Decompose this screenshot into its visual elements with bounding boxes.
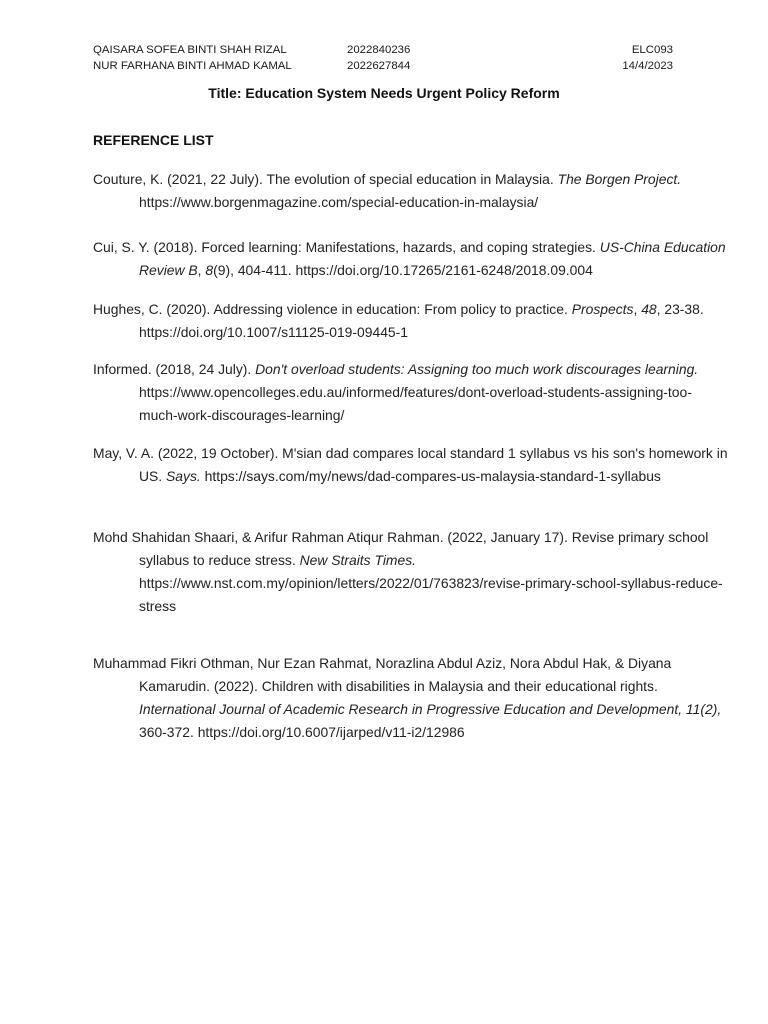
ref-volume: 8 (205, 262, 214, 278)
reference-entry (93, 442, 732, 488)
ref-source-title: Prospects (571, 301, 634, 317)
reference-list-heading: REFERENCE LIST (93, 132, 214, 148)
document-date: 14/4/2023 (622, 60, 673, 72)
reference-entry (93, 298, 729, 344)
page-title: Title: Education System Needs Urgent Policy Reform (208, 85, 560, 101)
ref-text: https://www.nst.com.my/opinion/letters/2022/01/763823/revise-primary-school-syllabus-reduce-stress (139, 552, 723, 614)
reference-entry (93, 168, 729, 214)
header-row-2 (93, 58, 673, 74)
course-code: ELC093 (631, 44, 673, 56)
ref-issue: (2), (700, 701, 722, 717)
student-id-1: 2022840236 (347, 44, 411, 56)
ref-text: , 23-38. https://doi.org/10.1007/s11125-019-09445-1 (139, 301, 708, 340)
ref-text: https://www.opencolleges.edu.au/informed/features/dont-overload-students-assigning-too-much-work-discourages-learning/ (139, 361, 703, 423)
ref-source-title: New Straits Times. (299, 552, 417, 568)
author-header (93, 42, 673, 74)
ref-volume: 48 (641, 301, 657, 317)
ref-source-title: Says. (166, 468, 201, 484)
ref-text: Couture, K. (2021, 22 July). The evolution of special education in Malaysia. (93, 171, 558, 187)
ref-text: https://says.com/my/news/dad-compares-us-malaysia-standard-1-syllabus (200, 468, 661, 484)
ref-text: , (197, 262, 206, 278)
ref-text: , (633, 301, 642, 317)
reference-entry (93, 526, 729, 618)
ref-text: Mohd Shahidan Shaari, & Arifur Rahman Atiqur Rahman. (2022, January 17). Revise primary school syllabus to reduce stress. (93, 529, 713, 568)
ref-text: Informed. (2018, 24 July). (93, 361, 256, 377)
ref-text: Cui, S. Y. (2018). Forced learning: Manifestations, hazards, and coping strategies. (93, 239, 600, 255)
ref-source-title: International Journal of Academic Research in Progressive Education and Development, 11 (139, 701, 701, 717)
student-id-2: 2022627844 (347, 60, 411, 72)
header-row-1 (93, 42, 673, 58)
reference-entry (93, 236, 729, 282)
ref-text: Hughes, C. (2020). Addressing violence in education: From policy to practice. (93, 301, 572, 317)
ref-text: Muhammad Fikri Othman, Nur Ezan Rahmat, Norazlina Abdul Aziz, Nora Abdul Hak, & Diyana Kamarudin. (2022). Children with disabilities in Malaysia and their educational rights. (93, 655, 676, 694)
ref-text: https://www.borgenmagazine.com/special-education-in-malaysia/ (139, 171, 685, 210)
ref-text: May, V. A. (2022, 19 October). M'sian dad compares local standard 1 syllabus vs his son's homework in US. (93, 445, 732, 484)
ref-text: 360-372. https://doi.org/10.6007/ijarped/v11-i2/12986 (139, 701, 726, 740)
author-name-1: QAISARA SOFEA BINTI SHAH RIZAL (93, 44, 287, 56)
author-name-2: NUR FARHANA BINTI AHMAD KAMAL (93, 60, 292, 72)
ref-source-title: US-China Education Review B (139, 239, 730, 278)
ref-text: (9), 404-411. https://doi.org/10.17265/2161-6248/2018.09.004 (213, 262, 593, 278)
ref-source-title: Don't overload students: Assigning too much work discourages learning. (255, 361, 699, 377)
reference-entry (93, 358, 729, 427)
ref-source-title: The Borgen Project. (557, 171, 682, 187)
reference-entry (93, 652, 729, 744)
